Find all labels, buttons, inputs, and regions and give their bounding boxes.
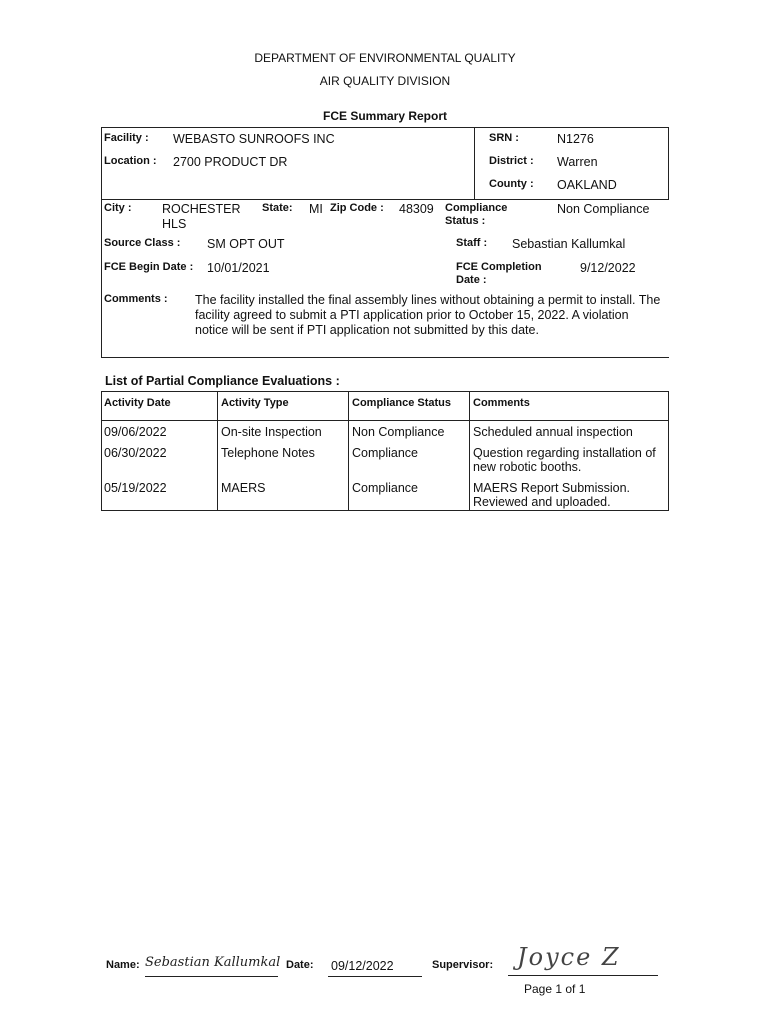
row-comment: MAERS Report Submission. xyxy=(473,481,631,495)
row-status: Compliance xyxy=(352,481,419,495)
comments-line-3: notice will be sent if PTI application not submitted by this date. xyxy=(195,323,539,337)
col-header-compliance-status: Compliance Status xyxy=(352,397,452,409)
body-col-divider-3 xyxy=(469,421,470,511)
staff-label: Staff : xyxy=(456,237,488,249)
box-bottom-border xyxy=(101,357,669,358)
supervisor-label: Supervisor: xyxy=(432,959,494,971)
staff-value: Sebastian Kallumkal xyxy=(512,237,626,251)
district-label: District : xyxy=(489,155,534,167)
report-title: FCE Summary Report xyxy=(322,109,448,123)
city-value-line2: HLS xyxy=(162,217,187,231)
row-comment-line2: new robotic booths. xyxy=(473,460,582,474)
name-signature: Sebastian Kallumkal xyxy=(145,955,281,970)
col-header-comments: Comments xyxy=(473,397,530,409)
county-label: County : xyxy=(489,178,534,190)
row-comment: Scheduled annual inspection xyxy=(473,425,633,439)
srn-label: SRN : xyxy=(489,132,519,144)
fce-begin-value: 10/01/2021 xyxy=(207,261,270,275)
box-right-border xyxy=(668,127,669,199)
location-label: Location : xyxy=(104,155,157,167)
facility-label: Facility : xyxy=(104,132,149,144)
row-divider xyxy=(101,199,669,200)
state-value: MI xyxy=(309,202,323,216)
date-value: 09/12/2022 xyxy=(331,959,394,973)
supervisor-underline xyxy=(508,975,658,976)
name-label: Name: xyxy=(106,959,140,971)
fce-completion-label-line2: Date : xyxy=(456,274,487,286)
source-class-label: Source Class : xyxy=(104,237,181,249)
row-type: MAERS xyxy=(221,481,266,495)
district-value: Warren xyxy=(557,155,598,169)
col-header-activity-type: Activity Type xyxy=(221,397,289,409)
row-date: 06/30/2022 xyxy=(104,446,167,460)
date-label: Date: xyxy=(286,959,314,971)
zip-label: Zip Code : xyxy=(330,202,384,214)
comments-line-2: facility agreed to submit a PTI application prior to October 15, 2022. A violation xyxy=(195,308,629,322)
compliance-label-line1: Compliance xyxy=(445,202,508,214)
srn-value: N1276 xyxy=(557,132,594,146)
county-value: OAKLAND xyxy=(557,178,617,192)
supervisor-signature: Joyce Z xyxy=(517,943,621,971)
fce-completion-value: 9/12/2022 xyxy=(580,261,636,275)
pce-list-title: List of Partial Compliance Evaluations : xyxy=(105,374,340,388)
division-heading: AIR QUALITY DIVISION xyxy=(319,74,451,88)
city-label: City : xyxy=(104,202,132,214)
header-col-divider-2 xyxy=(348,391,349,421)
row-comment-line2: Reviewed and uploaded. xyxy=(473,495,611,509)
zip-value: 48309 xyxy=(399,202,434,216)
name-underline xyxy=(145,976,278,977)
location-value: 2700 PRODUCT DR xyxy=(173,155,288,169)
compliance-value: Non Compliance xyxy=(557,202,650,216)
fce-completion-label-line1: FCE Completion xyxy=(456,261,542,273)
date-underline xyxy=(328,976,422,977)
row-status: Compliance xyxy=(352,446,419,460)
row-status: Non Compliance xyxy=(352,425,445,439)
comments-label: Comments : xyxy=(104,293,168,305)
row-type: On-site Inspection xyxy=(221,425,322,439)
facility-value: WEBASTO SUNROOFS INC xyxy=(173,132,335,146)
box-divider xyxy=(474,127,475,199)
city-value-line1: ROCHESTER xyxy=(162,202,241,216)
body-col-divider-2 xyxy=(348,421,349,511)
row-date: 09/06/2022 xyxy=(104,425,167,439)
comments-line-1: The facility installed the final assembly lines without obtaining a permit to install. The xyxy=(195,293,661,307)
body-col-divider-1 xyxy=(217,421,218,511)
row-comment: Question regarding installation of xyxy=(473,446,656,460)
fce-begin-label: FCE Begin Date : xyxy=(104,261,194,273)
row-date: 05/19/2022 xyxy=(104,481,167,495)
col-header-activity-date: Activity Date xyxy=(104,397,171,409)
row-type: Telephone Notes xyxy=(221,446,315,460)
compliance-label-line2: Status : xyxy=(445,215,486,227)
page-number: Page 1 of 1 xyxy=(524,982,586,996)
state-label: State: xyxy=(262,202,293,214)
header-col-divider-3 xyxy=(469,391,470,421)
department-heading: DEPARTMENT OF ENVIRONMENTAL QUALITY xyxy=(254,51,516,65)
header-col-divider-1 xyxy=(217,391,218,421)
source-class-value: SM OPT OUT xyxy=(207,237,285,251)
